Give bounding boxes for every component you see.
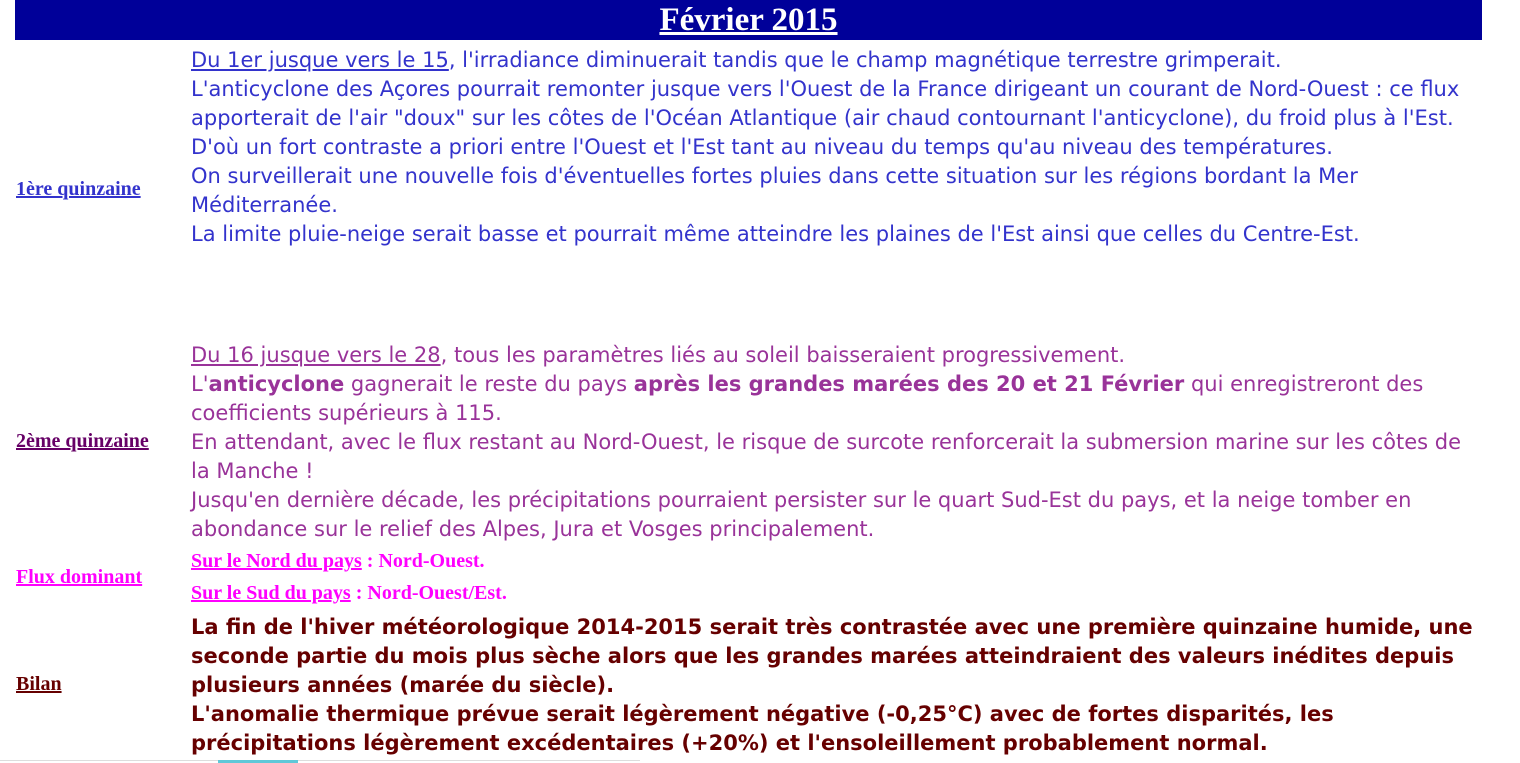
flux-north: Sur le Nord du pays : Nord-Ouest. xyxy=(191,550,485,572)
q1-paragraph-rain: On surveillerait une nouvelle fois d'éventuelles fortes pluies dans cette situation sur les régions bordant la Mer Méditerranée. xyxy=(191,164,1358,217)
flux-north-link[interactable]: Sur le Nord du pays xyxy=(191,550,362,572)
q2-paragraph-precip: Jusqu'en dernière décade, les précipitations pourraient persister sur le quart Sud-Est du pays, et la neige tomber en abondance sur le relief des Alpes, Jura et Vosges principalement. xyxy=(191,488,1412,541)
month-header xyxy=(15,0,1482,40)
q1-paragraph-contrast: D'où un fort contraste a priori entre l'Ouest et l'Est tant au niveau du temps qu'au niveau des températures. xyxy=(191,135,1333,159)
q1-content xyxy=(191,46,1481,249)
q2-content xyxy=(191,341,1481,544)
q1-paragraph-snow: La limite pluie-neige serait basse et pourrait même atteindre les plaines de l'Est ainsi que celles du Centre-Est. xyxy=(191,222,1360,246)
bilan-content xyxy=(191,613,1481,758)
q1-line1: Du 1er jusque vers le 15, l'irradiance diminuerait tandis que le champ magnétique terrestre grimperait. xyxy=(191,48,1282,72)
bilan-label-link[interactable]: Bilan xyxy=(16,673,62,695)
q2-paragraph-surge: En attendant, avec le flux restant au Nord-Ouest, le risque de surcote renforcerait la submersion marine sur les côtes de la Manche ! xyxy=(191,430,1462,483)
bottom-divider xyxy=(0,760,640,761)
q1-period-link[interactable]: Du 1er jusque vers le 15 xyxy=(191,48,449,72)
flux-south-link[interactable]: Sur le Sud du pays xyxy=(191,582,351,604)
q2-paragraph-anticyclone: L'anticyclone gagnerait le reste du pays après les grandes marées des 20 et 21 Février qui enregistreront des coefficients supérieurs à 115. xyxy=(191,372,1424,425)
flux-south: Sur le Sud du pays : Nord-Ouest/Est. xyxy=(191,582,507,604)
q2-line1: Du 16 jusque vers le 28, tous les paramètres liés au soleil baisseraient progressivement. xyxy=(191,343,1126,367)
q1-label-link[interactable]: 1ère quinzaine xyxy=(16,178,141,200)
flux-content xyxy=(191,545,1481,609)
bilan-paragraph-summary: La fin de l'hiver météorologique 2014-2015 serait très contrastée avec une première quinzaine humide, une seconde partie du mois plus sèche alors que les grandes marées atteindraient des valeurs inédites depuis plusieurs années (marée du siècle). xyxy=(191,615,1473,697)
q1-paragraph-anticyclone: L'anticyclone des Açores pourrait remonter jusque vers l'Ouest de la France dirigeant un courant de Nord-Ouest : ce flux apporterait de l'air "doux" sur les côtes de l'Océan Atlantique (air chaud contournant l'anticyclone), du froid plus à l'Est. xyxy=(191,77,1460,130)
flux-label-link[interactable]: Flux dominant xyxy=(16,566,143,588)
bilan-paragraph-anomaly: L'anomalie thermique prévue serait légèrement négative (-0,25°C) avec de fortes disparités, les précipitations légèrement excédentaires (+20%) et l'ensoleillement probablement normal. xyxy=(191,702,1334,755)
month-title: Février 2015 xyxy=(659,2,838,38)
q2-period-link[interactable]: Du 16 jusque vers le 28 xyxy=(191,343,441,367)
q2-label-link[interactable]: 2ème quinzaine xyxy=(16,430,149,452)
